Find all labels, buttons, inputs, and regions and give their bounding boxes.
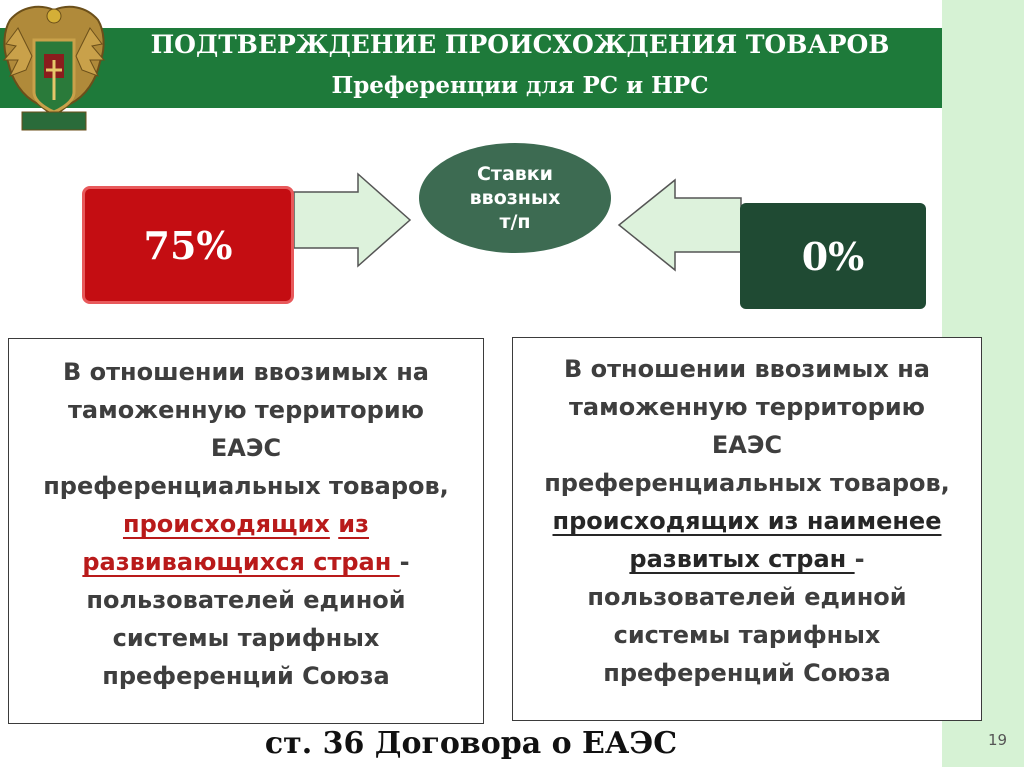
text-line: пользователей единой — [587, 583, 907, 611]
text-line: системы тарифных — [613, 621, 881, 649]
right-arrow-icon — [292, 170, 418, 270]
text-line: таможенную территорию — [569, 393, 925, 421]
developing-countries-description — [8, 338, 484, 724]
page-number: 19 — [988, 731, 1008, 749]
text-line: В отношении ввозимых на — [563, 355, 930, 383]
import-duty-rates-oval — [419, 143, 611, 253]
left-arrow-icon — [615, 176, 743, 274]
treaty-reference-caption: ст. 36 Договора о ЕАЭС — [264, 726, 678, 761]
text-line: ЕАЭС — [210, 434, 282, 462]
text-line — [513, 502, 981, 540]
least-developed-countries-rate-box: 0% — [740, 203, 926, 309]
oval-line: ввозных — [469, 187, 561, 209]
underlined-term: происходящих — [122, 510, 330, 538]
least-developed-countries-description — [512, 337, 982, 721]
text-line: системы тарифных — [112, 624, 380, 652]
oval-line: Ставки — [476, 163, 553, 185]
slide-title: ПОДТВЕРЖДЕНИЕ ПРОИСХОЖДЕНИЯ ТОВАРОВ — [150, 30, 890, 59]
underlined-term: из — [338, 510, 369, 538]
text-line: преференций Союза — [102, 662, 390, 690]
text-line — [9, 505, 483, 543]
underlined-term: происходящих из наименее — [552, 507, 942, 535]
text-line — [513, 540, 981, 578]
customs-emblem-icon — [0, 0, 108, 134]
text-line: пользователей единой — [86, 586, 406, 614]
oval-line: т/п — [499, 211, 531, 233]
text-line: преференциальных товаров, — [544, 469, 950, 497]
underlined-term: развивающихся стран — [82, 548, 400, 576]
dash-text: - — [854, 545, 865, 573]
text-line: таможенную территорию — [68, 396, 424, 424]
text-line: преференциальных товаров, — [43, 472, 449, 500]
text-line: В отношении ввозимых на — [62, 358, 429, 386]
text-line — [9, 543, 483, 581]
slide-subtitle: Преференции для РС и НРС — [331, 72, 709, 99]
text-line: ЕАЭС — [711, 431, 783, 459]
text-line: преференций Союза — [603, 659, 891, 687]
dash-text: - — [399, 548, 410, 576]
underlined-term: развитых стран — [629, 545, 855, 573]
developing-countries-rate-box: 75% — [82, 186, 294, 304]
